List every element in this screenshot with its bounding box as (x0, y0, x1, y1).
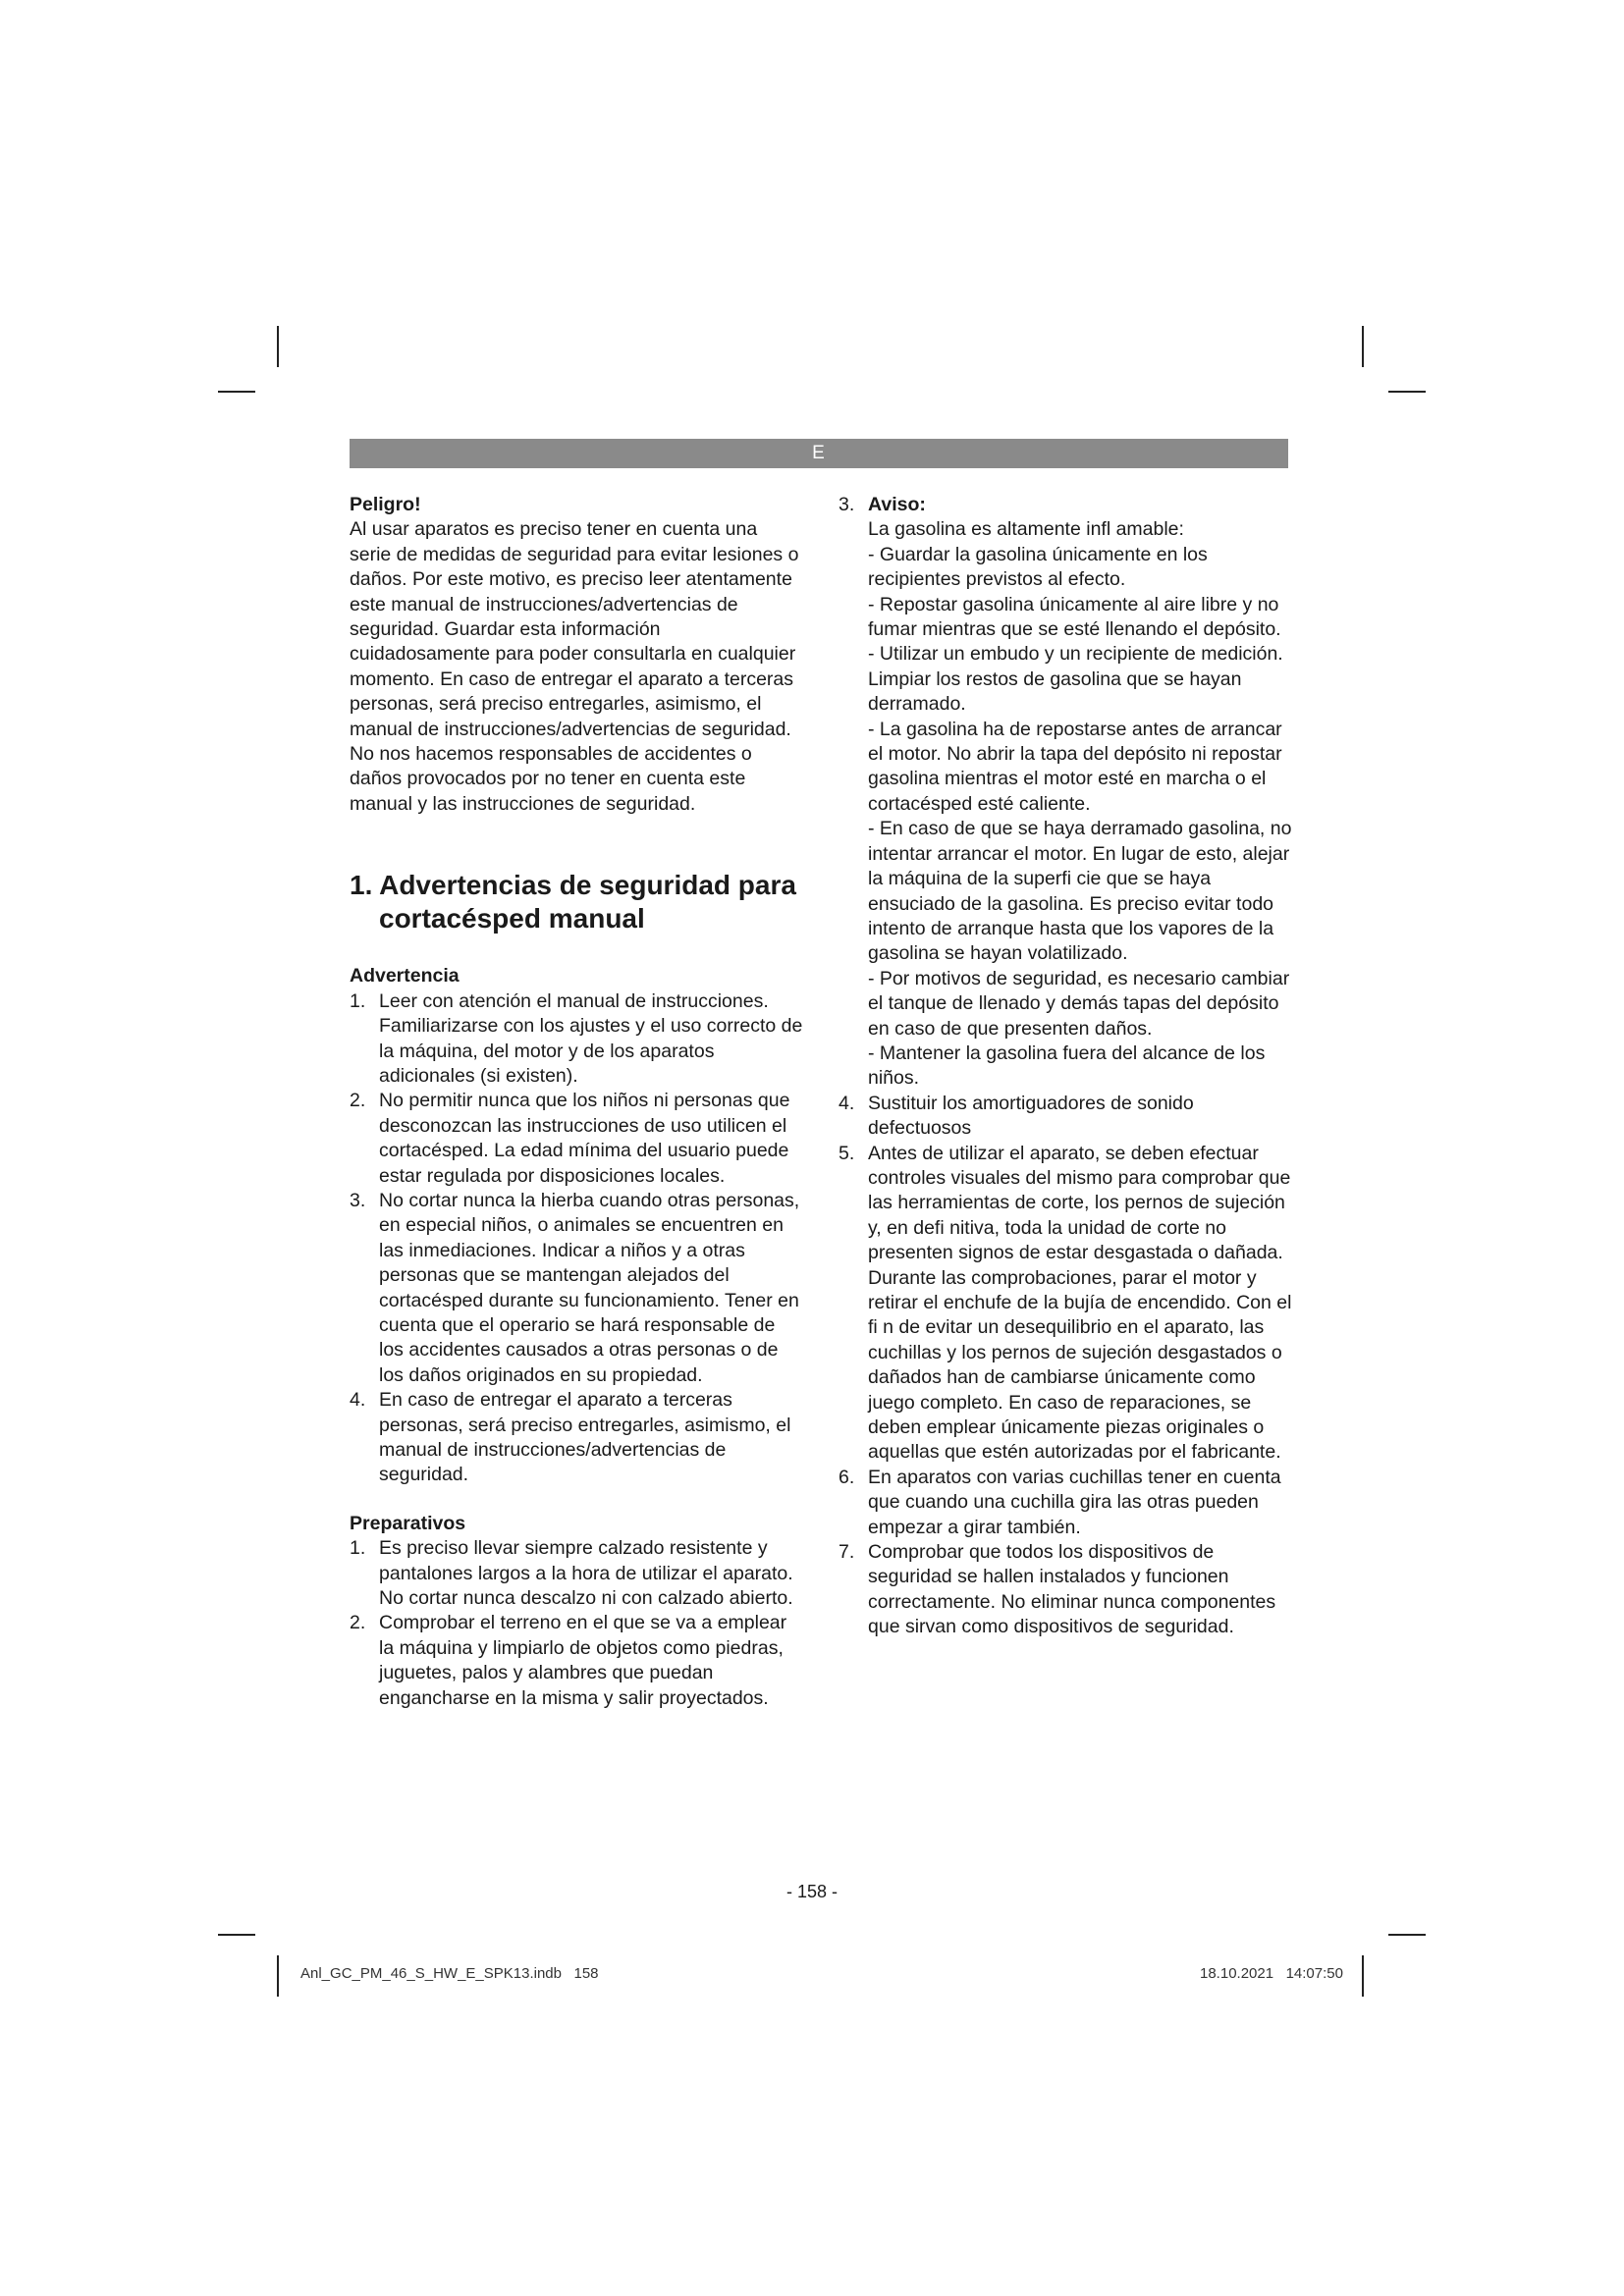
language-header-bar (350, 439, 1288, 468)
footer-filename: Anl_GC_PM_46_S_HW_E_SPK13.indb 158 (300, 1965, 599, 1982)
warning-list (350, 989, 803, 1488)
page-number: - 158 - (785, 1882, 839, 1901)
section-number: 1. (350, 870, 373, 901)
section-title: Advertencias de seguridad para cortacésped manual (379, 870, 796, 934)
crop-mark (1362, 1955, 1364, 1997)
danger-heading: Peligro! (350, 494, 421, 515)
crop-mark (1362, 326, 1364, 367)
safety-list-continued (839, 493, 1292, 1640)
right-column (839, 493, 1292, 1640)
preparations-heading: Preparativos (350, 1512, 466, 1534)
list-item: 6. En aparatos con varias cuchillas tener en cuenta que cuando una cuchilla gira las otras pueden empezar a girar también. (839, 1466, 1281, 1538)
list-item: 1. Es preciso llevar siempre calzado resistente y pantalones largos a la hora de utilizar el aparato. No cortar nunca descalzo ni con calzado abierto. (350, 1537, 793, 1610)
language-tab-label: E (812, 443, 826, 463)
fuel-warning-heading: Aviso: (868, 494, 926, 515)
list-item: 7. Comprobar que todos los dispositivos de seguridad se hallen instalados y funcionen correctamente. No eliminar nunca componentes que sirvan como dispositivos de seguridad. (839, 1541, 1276, 1638)
warning-heading: Advertencia (350, 965, 460, 988)
list-item: 4. Sustituir los amortiguadores de sonido defectuosos (839, 1092, 1194, 1140)
preparations-list (350, 1536, 803, 1711)
list-item: 5. Antes de utilizar el aparato, se deben efectuar controles visuales del mismo para comprobar que las herramientas de corte, los pernos de sujeción y, en defi nitiva, toda la unidad de corte no presenten signos de estar desgastada o dañada. Durante las comprobaciones, parar el motor y retirar el enchufe de la bujía de encendido. Con el fi n de evitar un desequilibrio en el aparato, las cuchillas y los pernos de sujeción desgastados o dañados han de cambiarse únicamente como juego completo. En caso de reparaciones, se deben emplear únicamente piezas originales o aquellas que estén autorizadas por el fabricante. (839, 1142, 1292, 1464)
list-item: 1. Leer con atención el manual de instrucciones. Familiarizarse con los ajustes y el uso correcto de la máquina, del motor y de los aparatos adicionales (si existen). (350, 989, 803, 1087)
list-item: 4. En caso de entregar el aparato a terceras personas, será preciso entregarles, asimismo, el manual de instrucciones/advertencias de seguridad. (350, 1389, 791, 1486)
list-item: 3. No cortar nunca la hierba cuando otras personas, en especial niños, o animales se encuentren en las inmediaciones. Indicar a niños y a otras personas que se mantengan alejados del cortacésped durante su funcionamiento. Tener en cuenta que el operario se hará responsable de los accidentes causados a otras personas o de los daños originados en su propiedad. (350, 1189, 800, 1386)
footer-datetime: 18.10.2021 14:07:50 (1200, 1965, 1343, 1982)
crop-mark (1388, 1934, 1426, 1936)
crop-mark (277, 326, 279, 367)
crop-mark (218, 1934, 255, 1936)
list-item: 2. No permitir nunca que los niños ni personas que desconozcan las instrucciones de uso utilicen el cortacésped. La edad mínima del usuario puede estar regulada por disposiciones locales. (350, 1090, 790, 1187)
danger-paragraph: Al usar aparatos es preciso tener en cuenta una serie de medidas de seguridad para evitar lesiones o daños. Por este motivo, es preciso leer atentamente este manual de instrucciones/advertencias de seguridad. Guardar esta información cuidadosamente para poder consultarla en cualquier momento. En caso de entregar el aparato a terceras personas, será preciso entregarles, asimismo, el manual de instrucciones/advertencias de seguridad. No nos hacemos responsables de accidentes o daños provocados por no tener en cuenta este manual y las instrucciones de seguridad. (350, 518, 799, 815)
crop-mark (218, 391, 255, 393)
left-column (350, 493, 803, 1711)
list-item: 2. Comprobar el terreno en el que se va a emplear la máquina y limpiarlo de objetos como piedras, juguetes, palos y alambres que puedan engancharse en la misma y salir proyectados. (350, 1612, 787, 1709)
crop-mark (1388, 391, 1426, 393)
section-heading (350, 869, 803, 935)
crop-mark (277, 1955, 279, 1997)
list-item-fuel-warning: 3. Aviso: La gasolina es altamente infl amable: - Guardar la gasolina únicamente en los recipientes previstos al efecto. - Repostar gasolina únicamente al aire libre y no fumar mientras que se esté llenando el depósito. - Utilizar un embudo y un recipiente de medición. Limpiar los restos de gasolina que se hayan derramado. - La gasolina ha de repostarse antes de arrancar el motor. No abrir la tapa del depósito ni repostar gasolina mientras el motor esté en marcha o el cortacésped esté caliente. - En caso de que se haya derramado gasolina, no intentar arrancar el motor. En lugar de esto, alejar la máquina de la superfi cie que se haya ensuciado de la gasolina. Es preciso evitar todo intento de arranque hasta que los vapores de la gasolina se hayan volatilizado. - Por motivos de seguridad, es necesario cambiar el tanque de llenado y demás tapas del depósito en caso de que presenten daños. - Mantener la gasolina fuera del alcance de los niños. (839, 494, 1292, 1090)
